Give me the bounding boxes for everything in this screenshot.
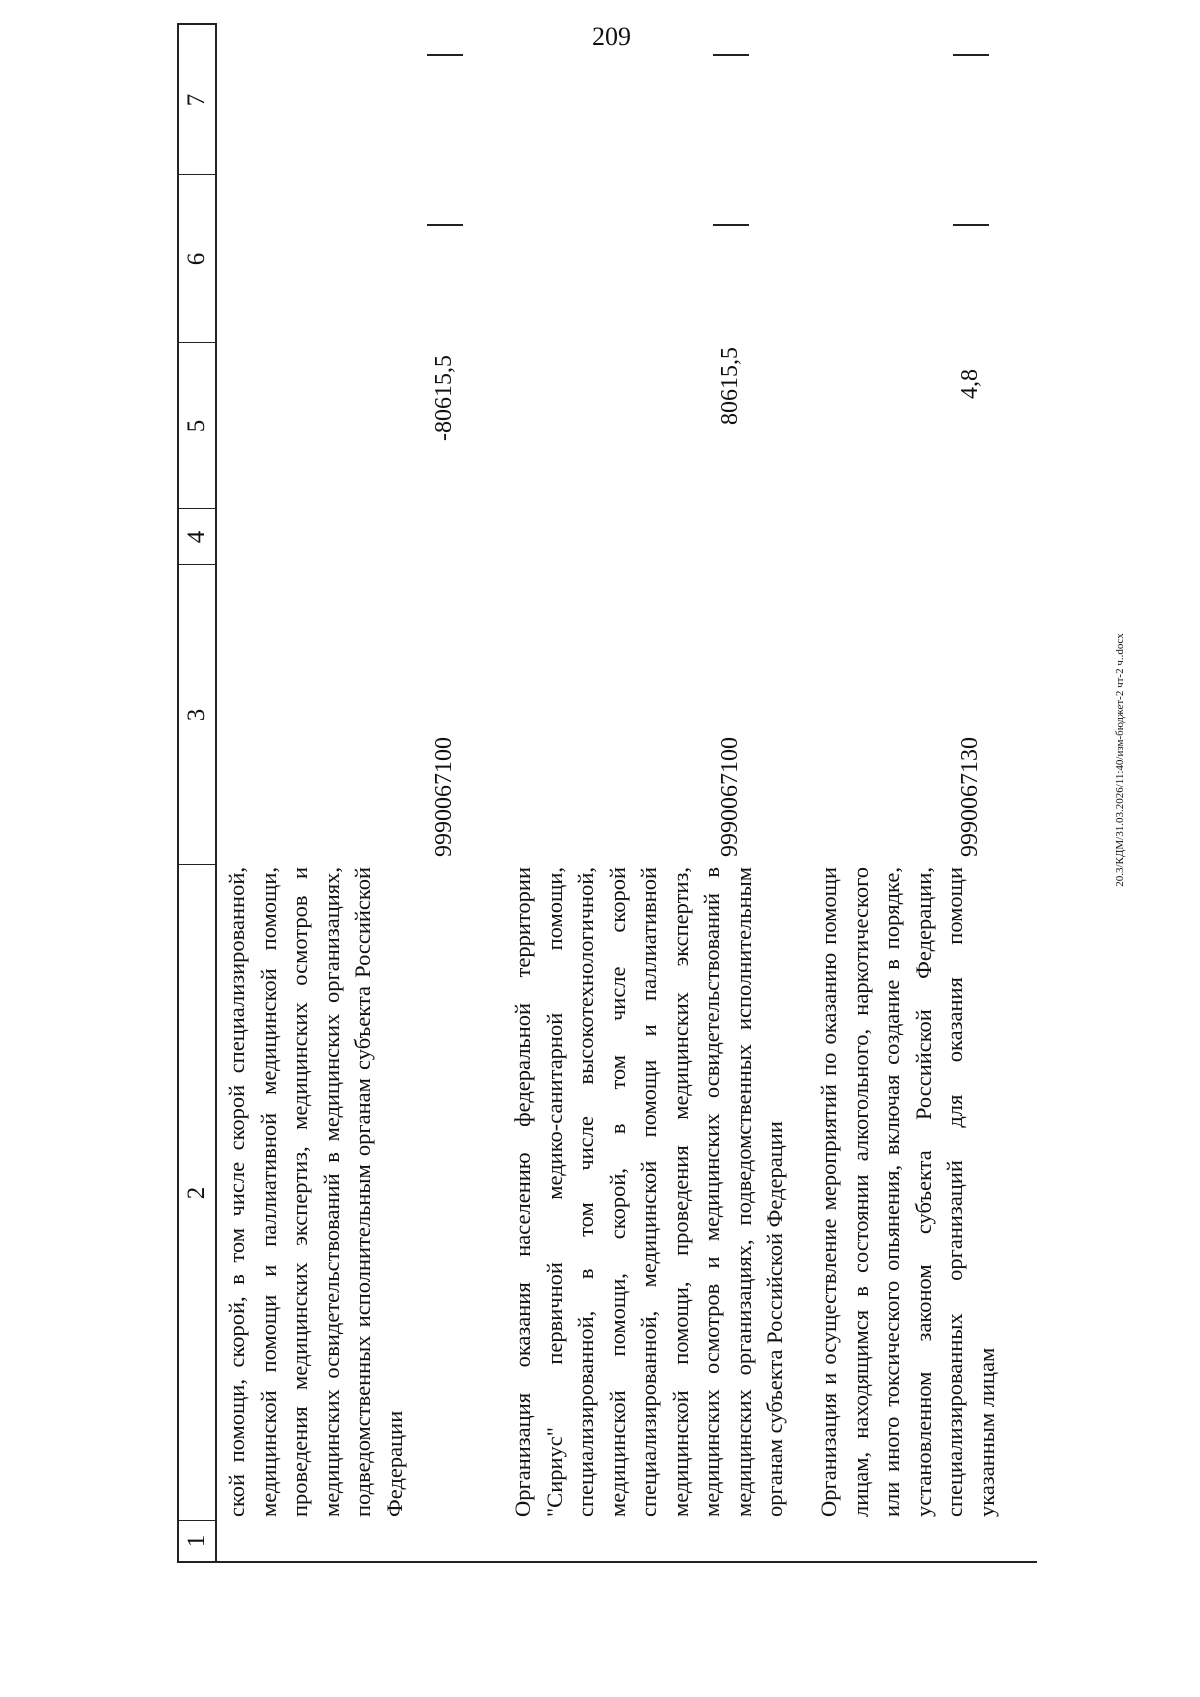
row-description: ской помощи, скорой, в том числе скорой специализированной, медицинской помощи и паллиативной медицинской помощи, проведения медицинских экспертиз, медицинских осмотров и медицинских освидетельствований в медицинских организациях, подведомственных исполнительным органам субъекта Российской Федерации: [224, 867, 407, 1517]
header-col-6: 6: [179, 174, 215, 343]
row-col6-dash: [953, 224, 989, 226]
page-number: 209: [592, 22, 631, 51]
row-col7-dash: [427, 54, 463, 56]
row-col7-dash: [713, 54, 749, 56]
row-amount: 80615,5: [717, 347, 743, 425]
table-row: [221, 23, 491, 1563]
row-col6-dash: [427, 224, 463, 226]
row-col7-dash: [953, 54, 989, 56]
row-col6-dash: [713, 224, 749, 226]
row-code: 9990067100: [717, 737, 743, 857]
row-code: 9990067100: [431, 737, 457, 857]
header-col-1: 1: [179, 1520, 215, 1561]
table-row: [477, 23, 797, 1563]
table-row: [773, 23, 1043, 1563]
row-amount: -80615,5: [431, 355, 457, 441]
header-col-2: 2: [179, 864, 215, 1521]
table-header-row: [177, 23, 217, 1563]
header-col-3: 3: [179, 564, 215, 865]
header-col-4: 4: [179, 508, 215, 565]
budget-table: [177, 23, 1037, 1563]
header-col-7: 7: [183, 93, 210, 107]
header-col-5: 5: [179, 342, 215, 509]
row-code: 9990067130: [957, 737, 983, 857]
row-description: Организация оказания населению федеральной территории "Сириус" первичной медико-санитарной помощи, специализированной, в том числе высокотехнологичной, медицинской помощи, скорой, в том числе скорой специализированной, медицинской помощи и паллиативной медицинской помощи, проведения медицинских экспертиз, медицинских осмотров и медицинских освидетельствований в медицинских организациях, подведомственных исполнительным органам субъекта Российской Федерации: [510, 867, 787, 1517]
row-description: Организация и осуществление мероприятий по оказанию помощи лицам, находящимся в состоянии алкогольного, наркотического или иного токсического опьянения, включая создание в порядке, установленном законом субъекта Российской Федерации, специализированных организаций для оказания помощи указанным лицам: [816, 867, 999, 1517]
row-amount: 4,8: [957, 369, 983, 399]
file-footer-note: 20.3/КДМ/31.03.2026/11:40/изм-бюджет-2 чт-2 ч..docx: [1114, 633, 1126, 887]
